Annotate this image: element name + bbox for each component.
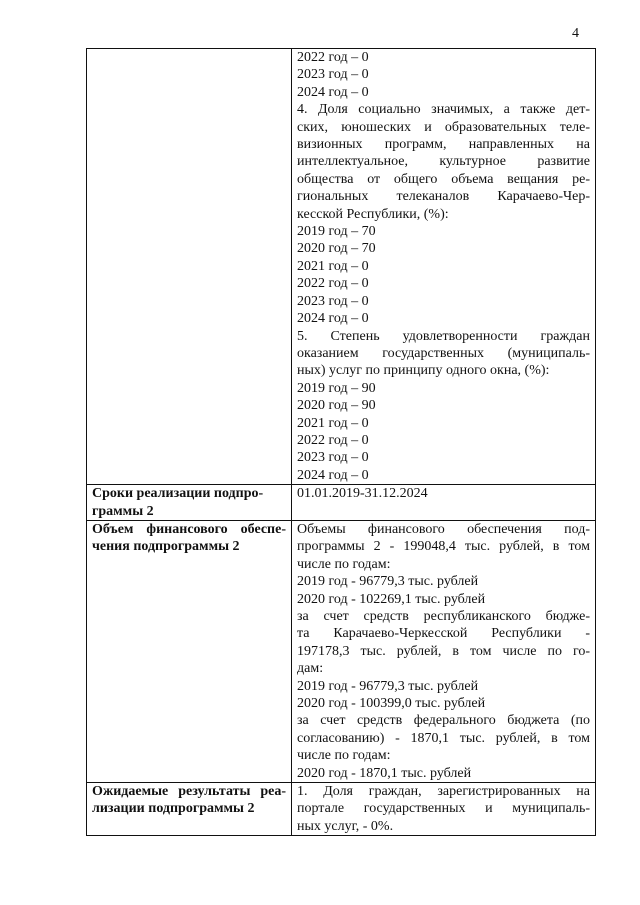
value-line: ных услуг, - 0%. <box>297 818 394 834</box>
value-line: Объемы финансового обеспечения под- <box>297 521 590 537</box>
value-line: 5. Степень удовлетворенности граждан <box>297 328 590 344</box>
value-line: 2020 год – 70 <box>297 241 376 257</box>
value-line: 2022 год – 0 <box>297 432 369 448</box>
row-label-cell <box>87 783 292 836</box>
row-value-cell <box>292 485 596 521</box>
value-line: 2024 год – 0 <box>297 84 369 100</box>
table-body <box>87 49 596 836</box>
value-line: за счет средств республиканского бюдже- <box>297 609 590 624</box>
table-row <box>87 49 596 485</box>
row-value-cell <box>292 520 596 782</box>
value-line: 4. Доля социально значимых, а также дет- <box>297 102 590 118</box>
value-line: 1. Доля граждан, зарегистрированных на <box>297 784 590 800</box>
label-line: Сроки реализации подпро- <box>92 486 264 502</box>
label-line: чения подпрограммы 2 <box>92 539 240 555</box>
value-line: 2021 год – 0 <box>297 415 369 431</box>
row-value-cell <box>292 49 596 485</box>
value-line: 2020 год - 102269,1 тыс. рублей <box>297 591 486 607</box>
value-line: ских, юношеских и образовательных теле- <box>297 119 590 135</box>
value-line: 197178,3 тыс. рублей, в том числе по го- <box>297 643 590 659</box>
table-row <box>87 485 596 521</box>
value-line: 2024 год – 0 <box>297 467 369 483</box>
label-line: лизации подпрограммы 2 <box>92 801 255 817</box>
value-line: дам: <box>297 661 324 677</box>
value-line: портале государственных и муниципаль- <box>297 801 590 817</box>
label-line: граммы 2 <box>92 503 154 519</box>
value-line: числе по годам: <box>297 748 391 764</box>
label-line: Ожидаемые результаты реа- <box>92 784 286 800</box>
value-line: 2019 год - 96779,3 тыс. рублей <box>297 574 479 590</box>
value-line: визионных программ, направленных на <box>297 137 590 153</box>
value-line: числе по годам: <box>297 556 391 572</box>
table-row <box>87 520 596 782</box>
value-line: за счет средств федерального бюджета (по <box>297 713 590 729</box>
value-line: кесской Республики, (%): <box>297 206 449 222</box>
row-label-cell <box>87 520 292 782</box>
value-line: 2020 год - 100399,0 тыс. рублей <box>297 696 486 712</box>
value-line: 2023 год – 0 <box>297 450 369 466</box>
subprogram-passport-table <box>86 48 596 836</box>
value-line: согласованию) - 1870,1 тыс. рублей, в том <box>297 730 590 746</box>
value-line: общества от общего объема вещания ре- <box>297 171 590 187</box>
value-line: 2023 год – 0 <box>297 293 369 309</box>
value-line: программы 2 - 199048,4 тыс. рублей, в том <box>297 539 590 555</box>
value-line: оказанием государственных (муниципаль- <box>297 345 590 361</box>
table-row <box>87 783 596 836</box>
row-value-cell <box>292 783 596 836</box>
value-line: 2021 год – 0 <box>297 258 369 274</box>
value-line: 2023 год – 0 <box>297 67 369 83</box>
value-line: гиональных телеканалов Карачаево-Чер- <box>297 189 590 205</box>
value-line: 2024 год – 0 <box>297 311 369 327</box>
page-number: 4 <box>572 26 579 41</box>
value-line: 2019 год - 96779,3 тыс. рублей <box>297 678 479 694</box>
value-line: 01.01.2019-31.12.2024 <box>297 486 428 502</box>
value-line: 2020 год – 90 <box>297 398 376 414</box>
value-line: та Карачаево-Черкесской Республики - <box>297 626 590 642</box>
value-line: ных) услуг по принципу одного окна, (%): <box>297 363 550 379</box>
row-label-cell <box>87 485 292 521</box>
value-line: 2019 год – 90 <box>297 380 376 396</box>
row-label-cell <box>87 49 292 485</box>
value-line: 2022 год – 0 <box>297 276 369 292</box>
value-line: интеллектуальное, культурное развитие <box>297 154 590 170</box>
value-line: 2022 год – 0 <box>297 50 369 65</box>
label-line: Объем финансового обеспе- <box>92 521 286 537</box>
value-line: 2019 год – 70 <box>297 224 376 240</box>
value-line: 2020 год - 1870,1 тыс. рублей <box>297 765 472 781</box>
